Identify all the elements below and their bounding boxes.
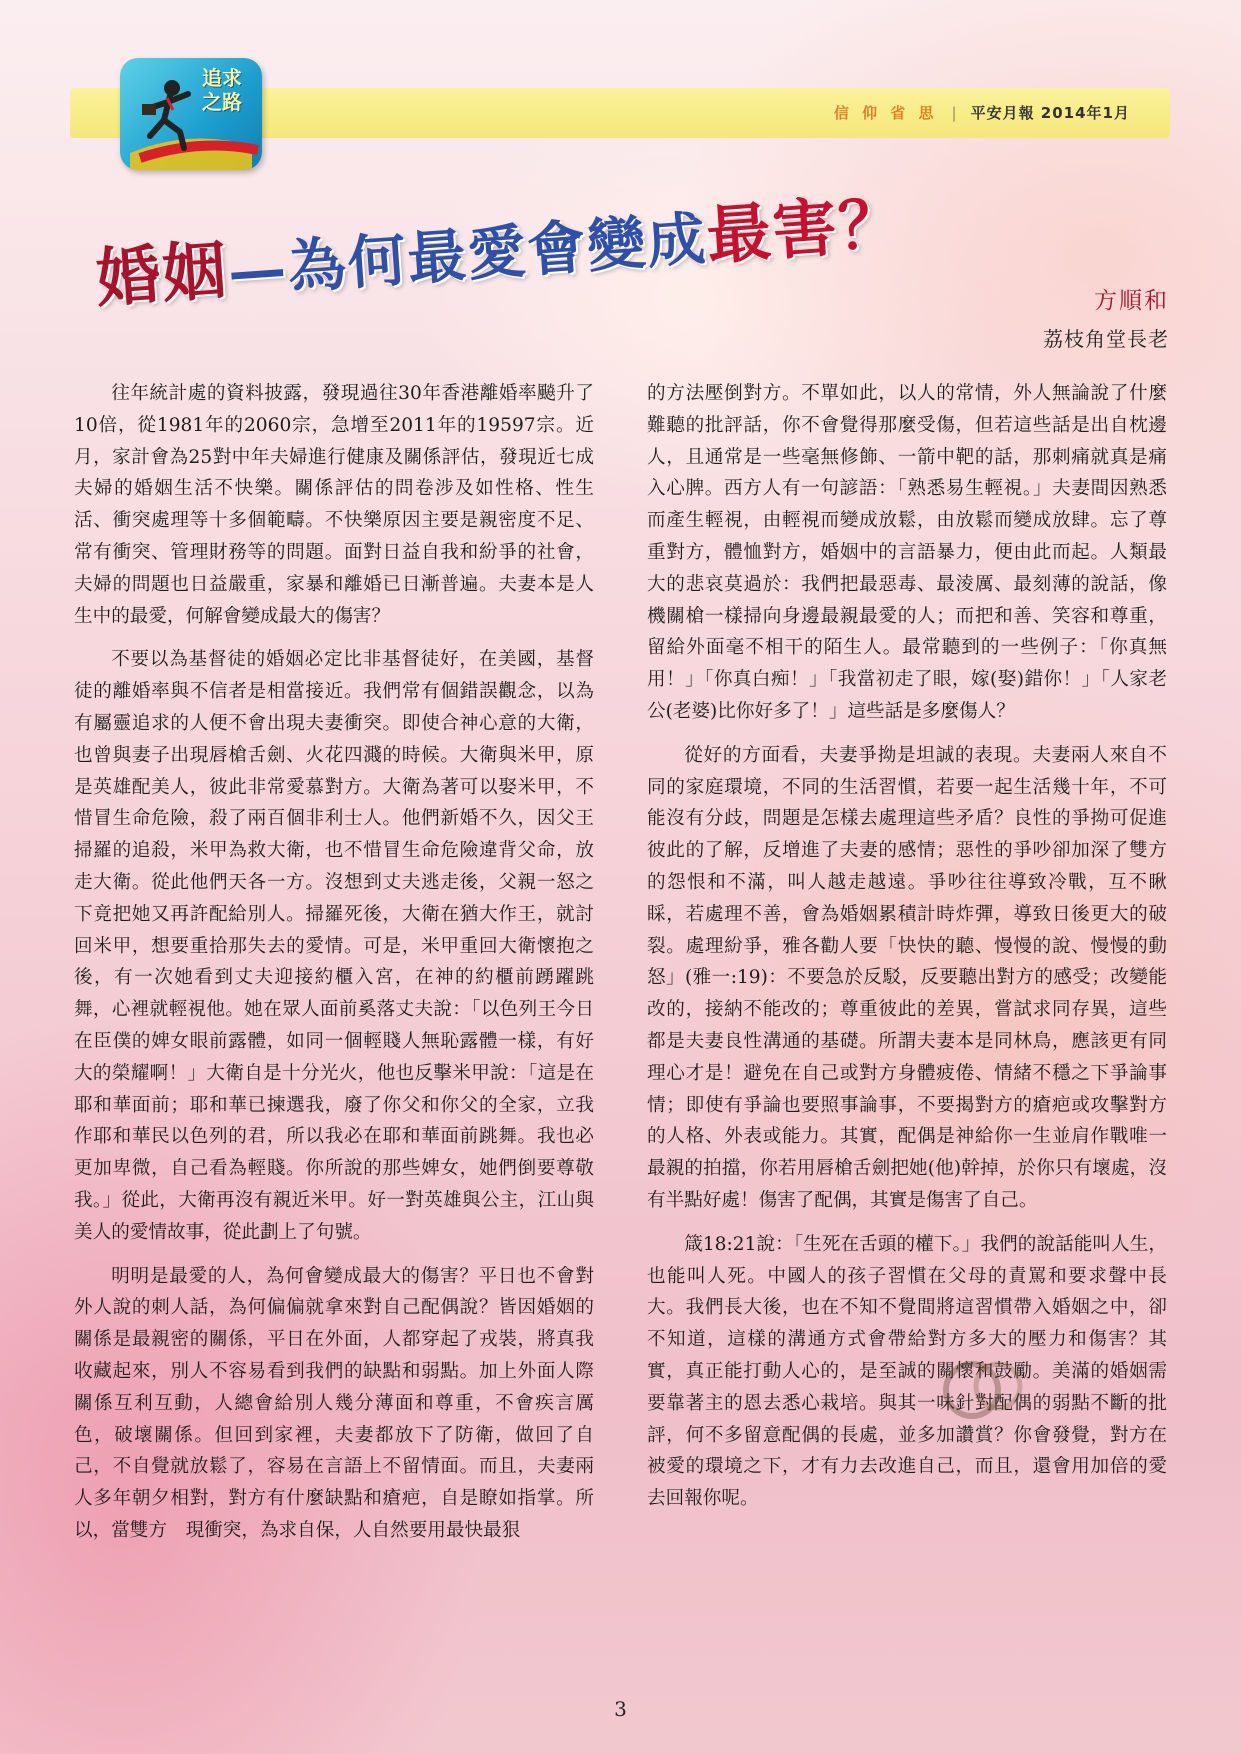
author-role: 荔枝角堂長老 [1043, 327, 1169, 351]
paragraph: 的方法壓倒對方。不單如此，以人的常情，外人無論說了什麼難聽的批評話，你不會覺得那麼受傷，但若這些話是出自枕邊人，且通常是一些毫無修飾、一箭中靶的話，那刺痛就真是痛入心脾。西方人有一句諺語：「熟悉易生輕視。」夫妻間因熟悉而產生輕視，由輕視而變成放鬆，由放鬆而變成放肆。忘了尊重對方，體恤對方，婚姻中的言語暴力，便由此而起。人類最大的悲哀莫過於：我們把最惡毒、最淩厲、最刻薄的說話，像機關槍一樣掃向身邊最親最愛的人；而把和善、笑容和尊重，留給外面毫不相干的陌生人。最常聽到的一些例子：「你真無用！」「你真白痴！」「我當初走了眼，嫁(娶)錯你！」「人家老公(老婆)比你好多了！」這些話是多麼傷人？ [647, 383, 1167, 722]
author-block [1043, 282, 1169, 352]
section-name: 信 仰 省 思 [833, 104, 938, 122]
title-part-2: —為何最愛 [225, 216, 530, 306]
column-logo [120, 58, 262, 170]
paragraph: 箴18:21說：「生死在舌頭的權下。」我們的說話能叫人生，也能叫人死。中國人的孩子習慣在父母的責罵和要求聲中長大。我們長大後，也在不知不覺間將這習慣帶入婚姻之中，卻不知道，這樣的溝通方式會帶給對方多大的壓力和傷害？其實，真正能打動人心的，是至誠的關懷和鼓勵。美滿的婚姻需要靠著主的恩去悉心栽培。與其一味針對配偶的弱點不斷的批評，何不多留意配偶的長處，並多加讚賞？你會發覺，對方在被愛的環境之下，才有力去改進自己，而且，還會用加倍的愛去回報你呢。 [647, 1233, 1167, 1510]
paragraph: 明明是最愛的人，為何會變成最大的傷害？平日也不會對外人說的刺人話，為何偏偏就拿來對自己配偶說？皆因婚姻的關係是最親密的關係，平日在外面，人都穿起了戎裝，將真我收藏起來，別人不容易看到我們的缺點和弱點。加上外面人際關係互利互動，人總會給別人幾分薄面和尊重，不會疾言厲色，破壞關係。但回到家裡，夫妻都放下了防衛，做回了自己，不自覺就放鬆了，容易在言語上不留情面。而且，夫妻兩人多年朝夕相對，對方有什麼缺點和瘡疤，自是瞭如指掌。所以，當雙方 現衝突，為求自保，人自然要用最快最狠 [74, 1265, 594, 1541]
wedding-rings-decoration [930, 1330, 1040, 1440]
article-title [93, 172, 907, 320]
paragraph: 從好的方面看，夫妻爭拗是坦誠的表現。夫妻兩人來自不同的家庭環境，不同的生活習慣，若要一起生活幾十年，不可能沒有分歧，問題是怎樣去處理這些矛盾？良性的爭拗可促進彼此的了解，反增進了夫妻的感情；惡性的爭吵卻加深了雙方的怨恨和不滿，叫人越走越遠。爭吵往往導致冷戰，互不瞅睬，若處理不善，會為婚姻累積計時炸彈，導致日後更大的破裂。處理紛爭，雅各勸人要「快快的聽、慢慢的說、慢慢的動怒」(雅一:19)：不要急於反駁，反要聽出對方的感受；改變能改的，接納不能改的；尊重彼此的差異，嘗試求同存異，這些都是夫妻良性溝通的基礎。所謂夫妻本是同林鳥，應該更有同理心才是！避免在自己或對方身體疲倦、情緒不穩之下爭論事情；即使有爭論也要照事論事，不要揭對方的瘡疤或攻擊對方的人格、外表或能力。其實，配偶是神給你一生並肩作戰唯一最親的拍擋，你若用唇槍舌劍把她(他)幹掉，於你只有壞處，沒有半點好處！傷害了配偶，其實是傷害了自己。 [647, 744, 1167, 1211]
title-part-4: 最害？ [704, 185, 908, 275]
logo-text: 追求之路 [202, 66, 242, 114]
paragraph: 不要以為基督徒的婚姻必定比非基督徒好，在美國，基督徒的離婚率與不信者是相當接近。我們常有個錯誤觀念，以為有屬靈追求的人便不會出現夫妻衝突。即使合神心意的大衛，也曾與妻子出現唇槍舌劍、火花四濺的時候。大衛與米甲，原是英雄配美人，彼此非常愛慕對方。大衛為著可以娶米甲，不惜冒生命危險，殺了兩百個非利士人。他們新婚不久，因父王掃羅的追殺，米甲為救大衛，也不惜冒生命危險違背父命，放走大衛。從此他們天各一方。沒想到丈夫逃走後，父親一怒之下竟把她又再許配給別人。掃羅死後，大衛在猶大作王，就討回米甲，想要重拾那失去的愛情。可是，米甲重回大衛懷抱之後，有一次她看到丈夫迎接約櫃入宮，在神的約櫃前踴躍跳舞，心裡就輕視他。她在眾人面前奚落丈夫說：「以色列王今日在臣僕的婢女眼前露體，如同一個輕賤人無恥露體一樣，有好大的榮耀啊！」大衛自是十分光火，他也反擊米甲說：「這是在耶和華面前；耶和華已揀選我，廢了你父和你父的全家，立我作耶和華民以色列的君，所以我必在耶和華面前跳舞。我也必更加卑微，自己看為輕賤。你所說的那些婢女，她們倒要尊敬我。」從此，大衛再沒有親近米甲。好一對英雄與公主，江山與美人的愛情故事，從此劃上了句號。 [74, 649, 594, 1243]
paragraph: 往年統計處的資料披露，發現過往30年香港離婚率飈升了10倍，從1981年的2060宗，急增至2011年的19597宗。近月，家計會為25對中年夫婦進行健康及關係評估，發現近七成夫婦的婚姻生活不快樂。關係評估的問卷涉及如性格、性生活、衝突處理等十多個範疇。不快樂原因主要是親密度不足、常有衝突、管理財務等的問題。面對日益自我和紛爭的社會，夫婦的問題也日益嚴重，家暴和離婚已日漸普遍。夫妻本是人生中的最愛，何解會變成最大的傷害？ [74, 383, 594, 627]
right-column [647, 378, 1167, 1527]
left-column [74, 378, 594, 1559]
issue-date: 平安月報 2014年1月 [970, 104, 1130, 122]
page-number: 3 [614, 1697, 627, 1721]
title-part-3: 會變成 [525, 204, 710, 285]
author-name: 方順和 [1094, 288, 1169, 314]
title-part-1: 婚姻 [93, 232, 231, 317]
header-divider: | [951, 103, 957, 122]
header-info [834, 102, 1130, 123]
